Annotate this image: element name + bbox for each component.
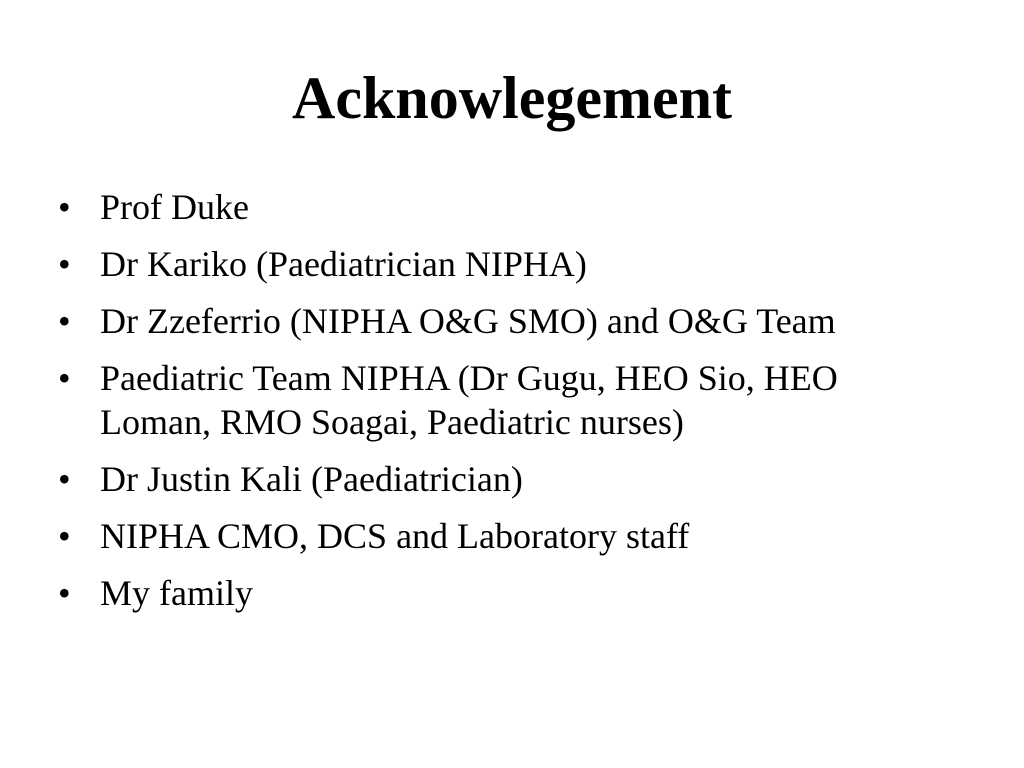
list-item-text: NIPHA CMO, DCS and Laboratory staff — [100, 516, 690, 556]
list-item — [58, 185, 938, 229]
bullet-icon: • — [58, 459, 71, 499]
list-item — [58, 514, 938, 558]
list-item — [58, 356, 938, 444]
list-item-text: Prof Duke — [100, 187, 249, 227]
list-item — [58, 299, 938, 343]
bullet-icon: • — [58, 358, 71, 398]
list-item — [58, 242, 938, 286]
slide-title: Acknowlegement — [292, 65, 732, 131]
bullet-icon: • — [58, 301, 71, 341]
bullet-icon: • — [58, 187, 71, 227]
list-item — [58, 571, 938, 615]
bullet-icon: • — [58, 516, 71, 556]
bullet-icon: • — [58, 573, 71, 613]
bullet-icon: • — [58, 244, 71, 284]
list-item-text: My family — [100, 573, 253, 613]
list-item-text: Dr Zzeferrio (NIPHA O&G SMO) and O&G Team — [100, 301, 836, 341]
list-item — [58, 457, 938, 501]
list-item-text: Dr Justin Kali (Paediatrician) — [100, 459, 523, 499]
acknowledgement-list — [58, 185, 938, 628]
list-item-text: Dr Kariko (Paediatrician NIPHA) — [100, 244, 587, 284]
list-item-text: Paediatric Team NIPHA (Dr Gugu, HEO Sio, HEO Loman, RMO Soagai, Paediatric nurses) — [100, 358, 838, 442]
